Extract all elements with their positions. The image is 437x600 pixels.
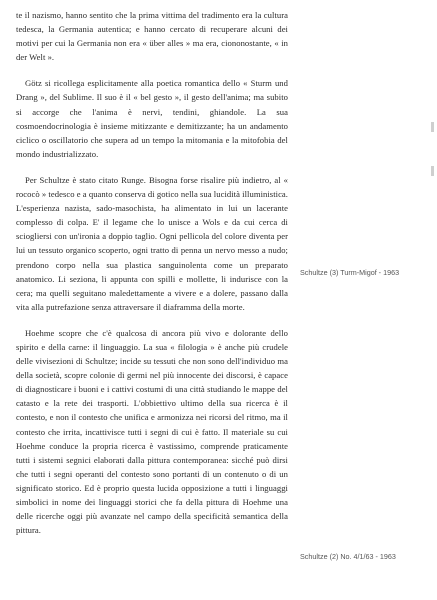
paragraph: te il nazismo, hanno sentito che la prima vittima del tradimento era la cultura tedesca, la Germania autentica; e hanno cercato di recuperare alcuni dei motivi per cui la Germania non era « über alles » ma era, ciononostante, « in der Welt ».	[16, 10, 288, 63]
paragraph: Götz si ricollega esplicitamente alla poetica romantica dello « Sturm und Drang », del Sublime. Il suo è il « bel gesto », il gesto dell'anima; ma subito si accorge che l'anima è nervi, tendini, ghiandole. La sua cosmoendocrinologia è insieme mitizzante e demitizzante; ha un andamento ciclico o oscillatorio che supera ad un tempo la mitomania e la mitofobia del mondo industrializzato.	[16, 78, 288, 159]
paragraph: Per Schultze è stato citato Runge. Bisogna forse risalire più indietro, al « rococò » tedesco e a quanto conserva di gotico nella sua lucidità illuministica. L'esperienza nazista, sado-masochista, ha alimentato in lui un lacerante complesso di colpa. E' il legame che lo unisce a Wols e da cui cerca di sciogliersi con un'ironia a doppio taglio. Ogni pellicola del colore diventa per lui un tessuto organico scoperto, ogni tratto di penna un nervo messo a nudo; prendono corpo nella sua plastica sanguinolenta come un preparato anatomico. Li seziona, li appunta con spilli e mollette, li indurisce con la cera; ma quelli seguitano maledettamente a vivere e a dolere, passano dalla vita alla putrefazione senza attraversare il diaframma della morte.	[16, 174, 288, 312]
margin-mark	[431, 122, 434, 132]
article-body	[16, 8, 288, 549]
figure-caption: Schultze (3) Turm-Migof - 1963	[300, 268, 400, 277]
paragraph: Hoehme scopre che c'è qualcosa di ancora più vivo e dolorante dello spirito e della carne: il linguaggio. La sua « filologia » è anche più crudele delle vivisezioni di Schultze; incide su tessuti che non sono dell'individuo ma della società, scopre colonie di germi nel più innocente dei discorsi, è capace di diagnosticare i buoni e i cattivi costumi di una città studiando le mappe del catasto e la rete dei trasporti. L'obbiettivo ultimo della sua ricerca è il contesto, e non il contesto che unifica e armonizza nei ricorsi del ritmo, ma il contesto che irrita, incattivisce tutti i segni di cui è fatto. Il materiale su cui Hoehme conduce la propria ricerca è vastissimo, comprende praticamente tutti i sistemi segnici elaborati dalla pittura contemporanea: sicché può dirsi che tutti i segni operanti del contesto sono portanti di un contenuto o di un significato storico. Ed è proprio questa lucida opposizione a tutti i linguaggi simbolici in nome dei linguaggi storici che fa della pittura di Hoehme una delle ricerche oggi più avanzate nel campo della specificità semantica della pittura.	[16, 327, 288, 536]
figure-caption: Schultze (2) No. 4/1/63 - 1963	[300, 552, 396, 561]
margin-mark	[431, 166, 434, 176]
